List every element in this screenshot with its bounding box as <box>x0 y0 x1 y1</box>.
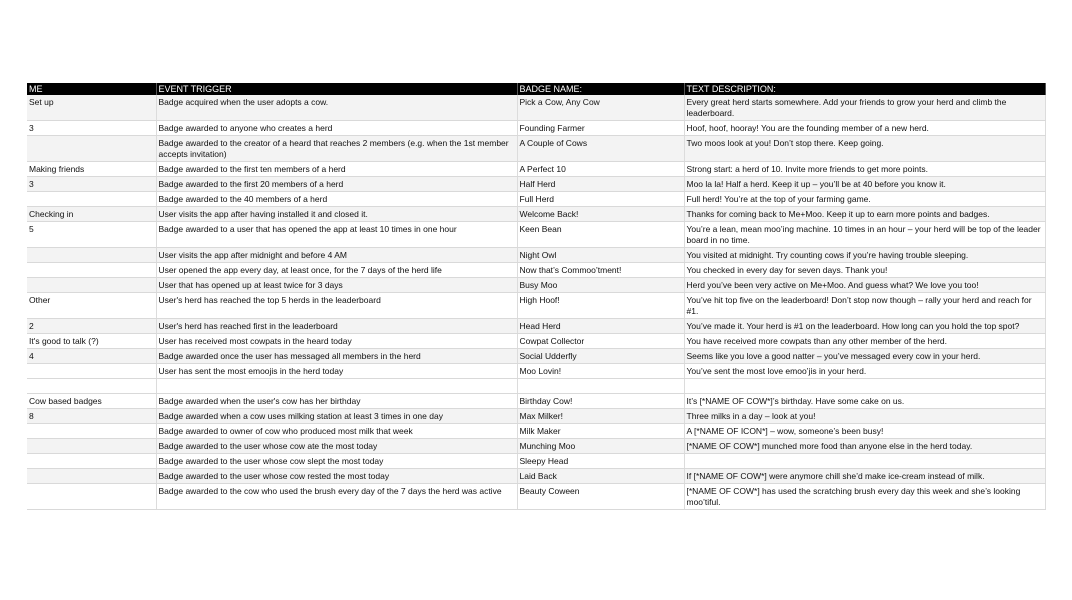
table-row <box>27 484 1045 510</box>
badge-spreadsheet <box>27 83 1046 510</box>
cell-text-description[interactable]: Full herd! You’re at the top of your farming game. <box>684 192 1045 207</box>
table-row <box>27 379 1045 394</box>
cell-event-trigger[interactable]: Badge awarded to the user whose cow ate the most today <box>156 439 517 454</box>
cell-event-trigger[interactable]: Badge awarded to anyone who creates a herd <box>156 121 517 136</box>
header-text-description[interactable]: TEXT DESCRIPTION: <box>684 83 1045 95</box>
cell-me[interactable]: 5 <box>27 222 156 248</box>
cell-me[interactable]: 4 <box>27 349 156 364</box>
cell-text-description[interactable]: Thanks for coming back to Me+Moo. Keep it up to earn more points and badges. <box>684 207 1045 222</box>
cell-badge-name[interactable]: Moo Lovin! <box>517 364 684 379</box>
cell-badge-name[interactable]: Keen Bean <box>517 222 684 248</box>
cell-event-trigger[interactable]: Badge awarded to the 40 members of a herd <box>156 192 517 207</box>
cell-badge-name[interactable]: Night Owl <box>517 248 684 263</box>
table-row <box>27 319 1045 334</box>
cell-badge-name[interactable]: Half Herd <box>517 177 684 192</box>
cell-text-description[interactable] <box>684 379 1045 394</box>
cell-badge-name[interactable]: Welcome Back! <box>517 207 684 222</box>
table-row <box>27 439 1045 454</box>
cell-event-trigger[interactable]: Badge awarded when a cow uses milking station at least 3 times in one day <box>156 409 517 424</box>
cell-text-description[interactable]: Seems like you love a good natter – you’ve messaged every cow in your herd. <box>684 349 1045 364</box>
cell-text-description[interactable]: Two moos look at you! Don’t stop there. Keep going. <box>684 136 1045 162</box>
cell-text-description[interactable]: If [*NAME OF COW*] were anymore chill she’d make ice-cream instead of milk. <box>684 469 1045 484</box>
cell-text-description[interactable]: Hoof, hoof, hooray! You are the founding member of a new herd. <box>684 121 1045 136</box>
cell-event-trigger[interactable]: Badge awarded to the first 20 members of a herd <box>156 177 517 192</box>
cell-me[interactable] <box>27 424 156 439</box>
cell-text-description[interactable] <box>684 454 1045 469</box>
cell-event-trigger[interactable]: Badge awarded to the user whose cow rested the most today <box>156 469 517 484</box>
cell-event-trigger[interactable]: Badge awarded to owner of cow who produced most milk that week <box>156 424 517 439</box>
cell-me[interactable]: 8 <box>27 409 156 424</box>
cell-me[interactable]: Set up <box>27 95 156 121</box>
cell-badge-name[interactable]: A Perfect 10 <box>517 162 684 177</box>
header-event-trigger[interactable]: EVENT TRIGGER <box>156 83 517 95</box>
cell-text-description[interactable]: Three milks in a day – look at you! <box>684 409 1045 424</box>
cell-me[interactable] <box>27 248 156 263</box>
header-badge-name[interactable]: BADGE NAME: <box>517 83 684 95</box>
cell-text-description[interactable]: You’ve made it. Your herd is #1 on the leaderboard. How long can you hold the top spot? <box>684 319 1045 334</box>
cell-me[interactable] <box>27 278 156 293</box>
cell-badge-name[interactable]: Sleepy Head <box>517 454 684 469</box>
table-row <box>27 207 1045 222</box>
table-row <box>27 95 1045 121</box>
table-row <box>27 192 1045 207</box>
cell-text-description[interactable]: Strong start: a herd of 10. Invite more friends to get more points. <box>684 162 1045 177</box>
cell-me[interactable]: Other <box>27 293 156 319</box>
cell-me[interactable]: 3 <box>27 177 156 192</box>
cell-me[interactable] <box>27 469 156 484</box>
cell-me[interactable] <box>27 364 156 379</box>
table-row <box>27 409 1045 424</box>
cell-badge-name[interactable]: High Hoof! <box>517 293 684 319</box>
header-row <box>27 83 1045 95</box>
table-row <box>27 424 1045 439</box>
table-row <box>27 136 1045 162</box>
cell-me[interactable] <box>27 192 156 207</box>
cell-badge-name[interactable]: Laid Back <box>517 469 684 484</box>
cell-me[interactable]: 3 <box>27 121 156 136</box>
cell-text-description[interactable]: It’s [*NAME OF COW*]’s birthday. Have some cake on us. <box>684 394 1045 409</box>
table-row <box>27 162 1045 177</box>
cell-badge-name[interactable]: Founding Farmer <box>517 121 684 136</box>
cell-badge-name[interactable]: Munching Moo <box>517 439 684 454</box>
cell-badge-name[interactable]: A Couple of Cows <box>517 136 684 162</box>
cell-event-trigger[interactable]: User that has opened up at least twice for 3 days <box>156 278 517 293</box>
cell-event-trigger[interactable]: User's herd has reached first in the leaderboard <box>156 319 517 334</box>
cell-text-description[interactable]: Herd you’ve been very active on Me+Moo. And guess what? We love you too! <box>684 278 1045 293</box>
cell-badge-name[interactable]: Full Herd <box>517 192 684 207</box>
cell-text-description[interactable]: You’re a lean, mean moo’ing machine. 10 times in an hour – your herd will be top of the leader board in no time. <box>684 222 1045 248</box>
cell-text-description[interactable]: You visited at midnight. Try counting cows if you’re having trouble sleeping. <box>684 248 1045 263</box>
cell-badge-name[interactable]: Birthday Cow! <box>517 394 684 409</box>
table-row <box>27 293 1045 319</box>
table-row <box>27 278 1045 293</box>
cell-text-description[interactable]: You’ve hit top five on the leaderboard! Don’t stop now though – rally your herd and reach for #1. <box>684 293 1045 319</box>
cell-text-description[interactable]: [*NAME OF COW*] has used the scratching brush every day this week and she’s looking moo’tiful. <box>684 484 1045 510</box>
table-row <box>27 177 1045 192</box>
cell-badge-name[interactable] <box>517 379 684 394</box>
cell-event-trigger[interactable]: Badge awarded to a user that has opened the app at least 10 times in one hour <box>156 222 517 248</box>
cell-text-description[interactable]: Every great herd starts somewhere. Add your friends to grow your herd and climb the leaderboard. <box>684 95 1045 121</box>
table-row <box>27 364 1045 379</box>
cell-event-trigger[interactable]: Badge awarded to the first ten members of a herd <box>156 162 517 177</box>
cell-me[interactable] <box>27 454 156 469</box>
cell-badge-name[interactable]: Milk Maker <box>517 424 684 439</box>
cell-me[interactable]: 2 <box>27 319 156 334</box>
table-row <box>27 454 1045 469</box>
table-row <box>27 349 1045 364</box>
table-row <box>27 469 1045 484</box>
cell-event-trigger[interactable]: Badge awarded to the user whose cow slept the most today <box>156 454 517 469</box>
cell-me[interactable] <box>27 136 156 162</box>
cell-me[interactable]: Making friends <box>27 162 156 177</box>
cell-me[interactable]: Checking in <box>27 207 156 222</box>
cell-event-trigger[interactable]: User has sent the most emoojis in the herd today <box>156 364 517 379</box>
cell-event-trigger[interactable]: User visits the app after midnight and before 4 AM <box>156 248 517 263</box>
cell-text-description[interactable]: You’ve sent the most love emoo’jis in your herd. <box>684 364 1045 379</box>
cell-event-trigger[interactable]: Badge awarded when the user's cow has her birthday <box>156 394 517 409</box>
table-row <box>27 334 1045 349</box>
cell-event-trigger[interactable]: Badge awarded to the cow who used the brush every day of the 7 days the herd was active <box>156 484 517 510</box>
header-me[interactable]: ME <box>27 83 156 95</box>
cell-me[interactable] <box>27 263 156 278</box>
cell-event-trigger[interactable]: User's herd has reached the top 5 herds in the leaderboard <box>156 293 517 319</box>
cell-event-trigger[interactable]: User visits the app after having installed it and closed it. <box>156 207 517 222</box>
cell-badge-name[interactable]: Cowpat Collector <box>517 334 684 349</box>
cell-badge-name[interactable]: Now that’s Commoo’tment! <box>517 263 684 278</box>
cell-event-trigger[interactable] <box>156 379 517 394</box>
cell-text-description[interactable]: [*NAME OF COW*] munched more food than anyone else in the herd today. <box>684 439 1045 454</box>
table-row <box>27 248 1045 263</box>
cell-text-description[interactable]: You checked in every day for seven days. Thank you! <box>684 263 1045 278</box>
cell-me[interactable] <box>27 484 156 510</box>
table-row <box>27 121 1045 136</box>
cell-me[interactable]: It's good to talk (?) <box>27 334 156 349</box>
cell-badge-name[interactable]: Head Herd <box>517 319 684 334</box>
cell-event-trigger[interactable]: User has received most cowpats in the heard today <box>156 334 517 349</box>
table-row <box>27 263 1045 278</box>
cell-event-trigger[interactable]: Badge awarded to the creator of a heard that reaches 2 members (e.g. when the 1st member accepts invitation) <box>156 136 517 162</box>
table-body <box>27 95 1045 510</box>
table-row <box>27 394 1045 409</box>
cell-text-description[interactable]: You have received more cowpats than any other member of the herd. <box>684 334 1045 349</box>
cell-me[interactable]: Cow based badges <box>27 394 156 409</box>
cell-event-trigger[interactable]: Badge awarded once the user has messaged all members in the herd <box>156 349 517 364</box>
cell-event-trigger[interactable]: User opened the app every day, at least once, for the 7 days of the herd life <box>156 263 517 278</box>
table-row <box>27 222 1045 248</box>
cell-me[interactable] <box>27 379 156 394</box>
cell-badge-name[interactable]: Social Udderfly <box>517 349 684 364</box>
cell-badge-name[interactable]: Busy Moo <box>517 278 684 293</box>
cell-me[interactable] <box>27 439 156 454</box>
cell-badge-name[interactable]: Max Milker! <box>517 409 684 424</box>
cell-event-trigger[interactable]: Badge acquired when the user adopts a cow. <box>156 95 517 121</box>
cell-text-description[interactable]: Moo la la! Half a herd. Keep it up – you’ll be at 40 before you know it. <box>684 177 1045 192</box>
cell-text-description[interactable]: A [*NAME OF ICON*] – wow, someone’s been busy! <box>684 424 1045 439</box>
cell-badge-name[interactable]: Pick a Cow, Any Cow <box>517 95 684 121</box>
cell-badge-name[interactable]: Beauty Coween <box>517 484 684 510</box>
